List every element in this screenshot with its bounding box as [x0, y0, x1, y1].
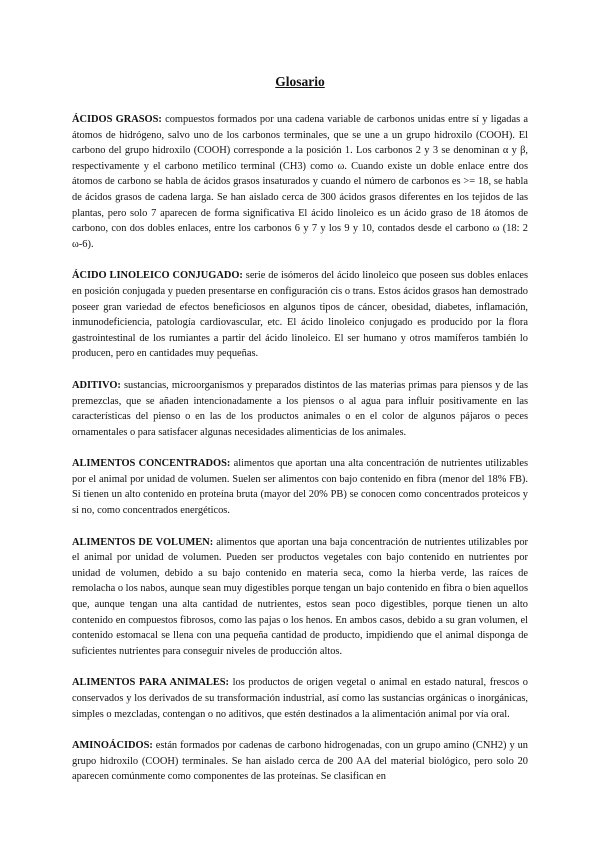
entry-term: ALIMENTOS CONCENTRADOS: [72, 458, 231, 470]
glossary-entry-aminoacidos [72, 738, 528, 785]
glossary-entry-alimentos-de-volumen [72, 535, 528, 660]
entry-definition: compuestos formados por una cadena variable de carbonos unidas entre sí y ligadas a átomos de hidrógeno, salvo uno de los carbonos terminales, que se une a un grupo hidroxilo (COOH). El carbono del grupo hidroxilo (COOH) corresponde a la posición 1. Los carbonos 2 y 3 se denominan α y β, respectivamente y el carbono metílico terminal (CH3) como ω. Cuando existe un doble enlace entre dos átomos de carbono se habla de ácidos grasos insaturados y cuando el número de carbonos es >= 18, se habla de ácidos grasos de cadena larga. Se han aislado cerca de 300 ácidos grasos diferentes en los tejidos de las plantas, pero solo 7 aparecen de forma significativa El ácido linoleico es un ácido graso de 18 átomos de carbono, con dos dobles enlaces, entre los carbonos 6 y 7 y los 9 y 10, contados desde el carbono ω (18: 2 ω-6). [72, 114, 528, 250]
entry-definition: serie de isómeros del ácido linoleico que poseen sus dobles enlaces en posición conjugada y pueden presentarse en configuración cis o trans. Estos ácidos grasos han demostrado poseer gran variedad de efectos beneficiosos en algunos tipos de cáncer, obesidad, diabetes, inflamación, inmunodeficiencia, patología cardiovascular, etc. El ácido linoleico conjugado es producido por la flora gastrointestinal de los rumiantes a partir del ácido linoleico. El ser humano y otros mamíferos también lo producen, pero en cantidades muy pequeñas. [72, 270, 528, 360]
page-title: Glosario [275, 74, 325, 89]
entry-definition: los productos de origen vegetal o animal en estado natural, frescos o conservados y los derivados de su transformación industrial, así como las sustancias orgánicas o inorgánicas, simples o mezcladas, contengan o no aditivos, que estén destinados a la alimentación animal por vía oral. [72, 677, 528, 720]
entry-term: ÁCIDO LINOLEICO CONJUGADO: [72, 270, 243, 282]
glossary-entry-aditivo [72, 378, 528, 440]
entry-definition: alimentos que aportan una alta concentración de nutrientes utilizables por el animal por unidad de volumen. Suelen ser alimentos con bajo contenido en fibra (menor del 18% FB). Si tienen un alto contenido en proteína bruta (mayor del 20% PB) se conocen como concentrados proteicos y si no, como concentrados energéticos. [72, 458, 528, 517]
entry-definition: sustancias, microorganismos y preparados distintos de las materias primas para piensos y de las premezclas, que se añaden intencionadamente a los piensos o al agua para influir positivamente en las características del pienso o en las de los productos animales o en el color de algunos pájaros o peces ornamentales o para satisfacer algunas necesidades alimenticias de los animales. [72, 379, 528, 438]
glossary-entry-alimentos-concentrados [72, 456, 528, 518]
glossary-entry-acido-linoleico-conjugado [72, 268, 528, 362]
glossary-entry-acidos-grasos [72, 112, 528, 252]
glossary-entry-alimentos-para-animales [72, 675, 528, 722]
entry-term: ÁCIDOS GRASOS: [72, 114, 162, 125]
entry-term: ALIMENTOS DE VOLUMEN: [72, 536, 214, 548]
entry-definition: están formados por cadenas de carbono hidrogenadas, con un grupo amino (CNH2) y un grupo hidroxilo (COOH) terminales. Se han aislado cerca de 200 AA del material biológico, pero solo 20 aparecen comúnmente como componentes de las proteínas. Se clasifican en [72, 740, 528, 783]
entry-term: ALIMENTOS PARA ANIMALES: [72, 677, 229, 689]
entry-term: AMINOÁCIDOS: [72, 740, 153, 752]
entry-definition: alimentos que aportan una baja concentración de nutrientes utilizables por el animal por unidad de volumen. Pueden ser productos vegetales con bajo contenido en nutrientes por unidad de volumen, debido a su bajo contenido en materia seca, como la hierba verde, las raíces de remolacha o los nabos, aunque sean muy digestibles porque tengan un bajo contenido en fibra o bien aquellos que, aunque tengan una alta cantidad de nutrientes, estos sean poco digestibles, porque tienen un alto contenido en compuestos fibrosos, como las pajas o los henos. En ambos casos, debido a su gran volumen, el contenido estomacal se llena con una pequeña cantidad de producto, impidiendo que el animal disponga de suficientes nutrientes para conseguir niveles de producción altos. [72, 536, 528, 657]
entry-term: ADITIVO: [72, 379, 121, 391]
